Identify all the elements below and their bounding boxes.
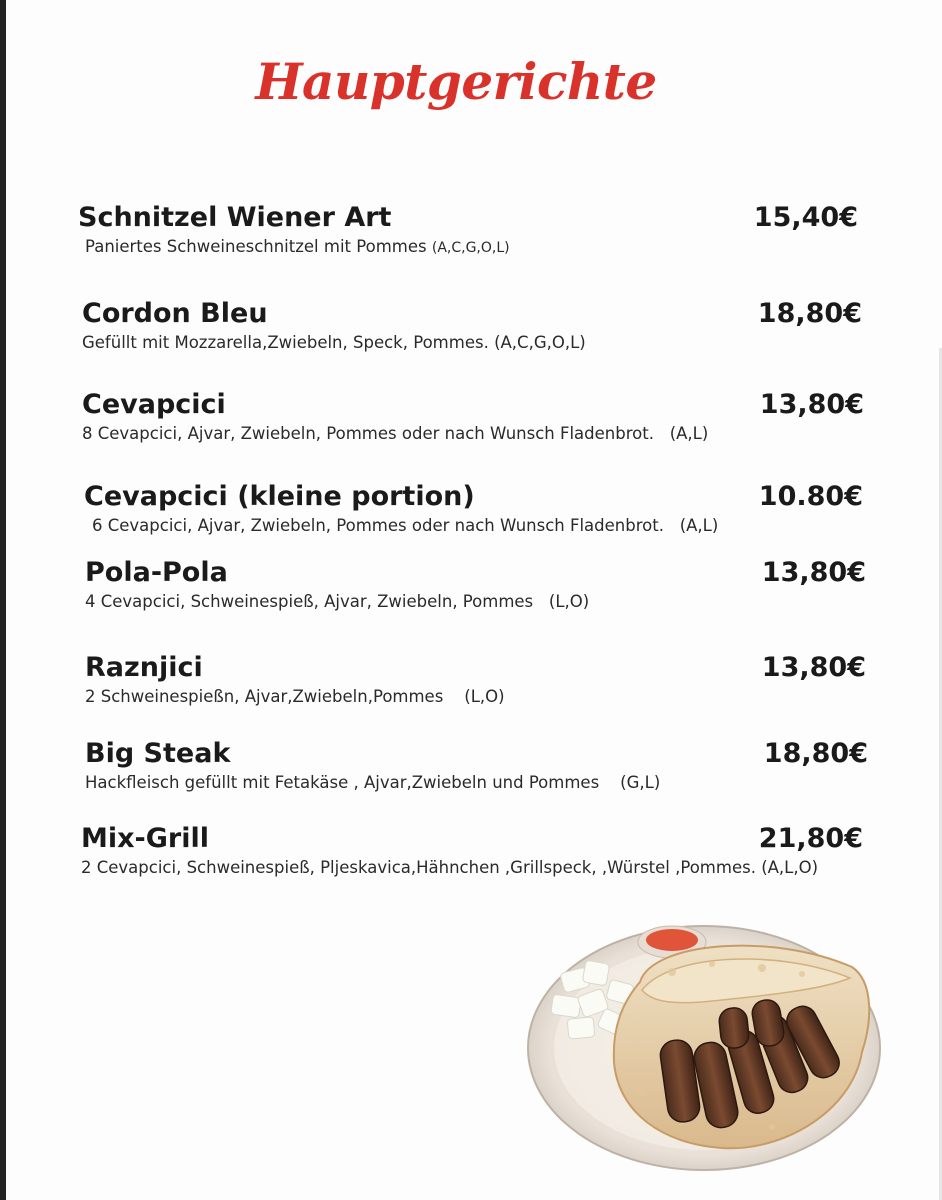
dish-price: 18,80€: [757, 298, 862, 329]
menu-item: [84, 480, 718, 537]
menu-item: [85, 556, 589, 613]
dish-description-text: 2 Cevapcici, Schweinespieß, Pljeskavica,Hähnchen ,Grillspeck, ,Würstel ,Pommes.: [81, 858, 756, 877]
dish-name: Cordon Bleu: [82, 298, 268, 329]
dish-description: [82, 332, 586, 354]
allergen-codes: (A,L): [669, 424, 709, 443]
dish-name: Cevapcici: [82, 389, 226, 420]
dish-name: Mix-Grill: [81, 823, 209, 854]
dish-price: 13,80€: [761, 557, 866, 588]
dish-description: [85, 686, 505, 708]
dish-name: Raznjici: [85, 652, 203, 683]
menu-item: [85, 651, 505, 708]
dish-price: 13,80€: [761, 652, 866, 683]
dish-price: 13,80€: [759, 389, 864, 420]
allergen-codes: (A,L,O): [761, 858, 819, 877]
dish-description: [85, 772, 660, 794]
menu-item: [78, 201, 510, 259]
dish-description: [84, 515, 718, 537]
dish-name: Schnitzel Wiener Art: [78, 202, 392, 233]
dish-name: Pola-Pola: [85, 557, 228, 588]
menu-item: [82, 388, 708, 445]
allergen-codes: (G,L): [620, 773, 661, 792]
allergen-codes: (A,L): [679, 516, 719, 535]
allergen-codes: (A,C,G,O,L): [431, 240, 510, 256]
dish-price: 15,40€: [753, 202, 858, 233]
dish-description: [81, 857, 818, 879]
dish-description-text: 2 Schweinespießn, Ajvar,Zwiebeln,Pommes: [85, 687, 444, 706]
dish-description-text: Hackfleisch gefüllt mit Fetakäse , Ajvar,Zwiebeln und Pommes: [85, 773, 600, 792]
allergen-codes: (L,O): [548, 592, 590, 611]
dish-description: [85, 591, 589, 613]
dish-price: 10.80€: [758, 481, 863, 512]
dish-description-text: Gefüllt mit Mozzarella,Zwiebeln, Speck, Pommes.: [82, 333, 489, 352]
dish-name: Cevapcici (kleine portion): [84, 481, 475, 512]
dish-description-text: 6 Cevapcici, Ajvar, Zwiebeln, Pommes oder nach Wunsch Fladenbrot.: [92, 516, 664, 535]
allergen-codes: (L,O): [464, 687, 505, 706]
dish-price: 18,80€: [763, 738, 868, 769]
menu-title: Hauptgerichte: [255, 52, 657, 111]
dish-description: [78, 236, 510, 259]
dish-price: 21,80€: [758, 823, 863, 854]
dish-name: Big Steak: [85, 738, 231, 769]
menu-item: [82, 297, 586, 354]
dish-description-text: 8 Cevapcici, Ajvar, Zwiebeln, Pommes oder nach Wunsch Fladenbrot.: [82, 424, 654, 443]
dish-description-text: 4 Cevapcici, Schweinespieß, Ajvar, Zwiebeln, Pommes: [85, 592, 534, 611]
dish-description: [82, 423, 708, 445]
page-edge-shadow: [0, 0, 6, 1200]
cevapcici-plate-image: [522, 912, 882, 1172]
menu-item: [85, 737, 660, 794]
allergen-codes: (A,C,G,O,L): [494, 333, 586, 352]
dish-description-text: Paniertes Schweineschnitzel mit Pommes: [85, 237, 427, 256]
